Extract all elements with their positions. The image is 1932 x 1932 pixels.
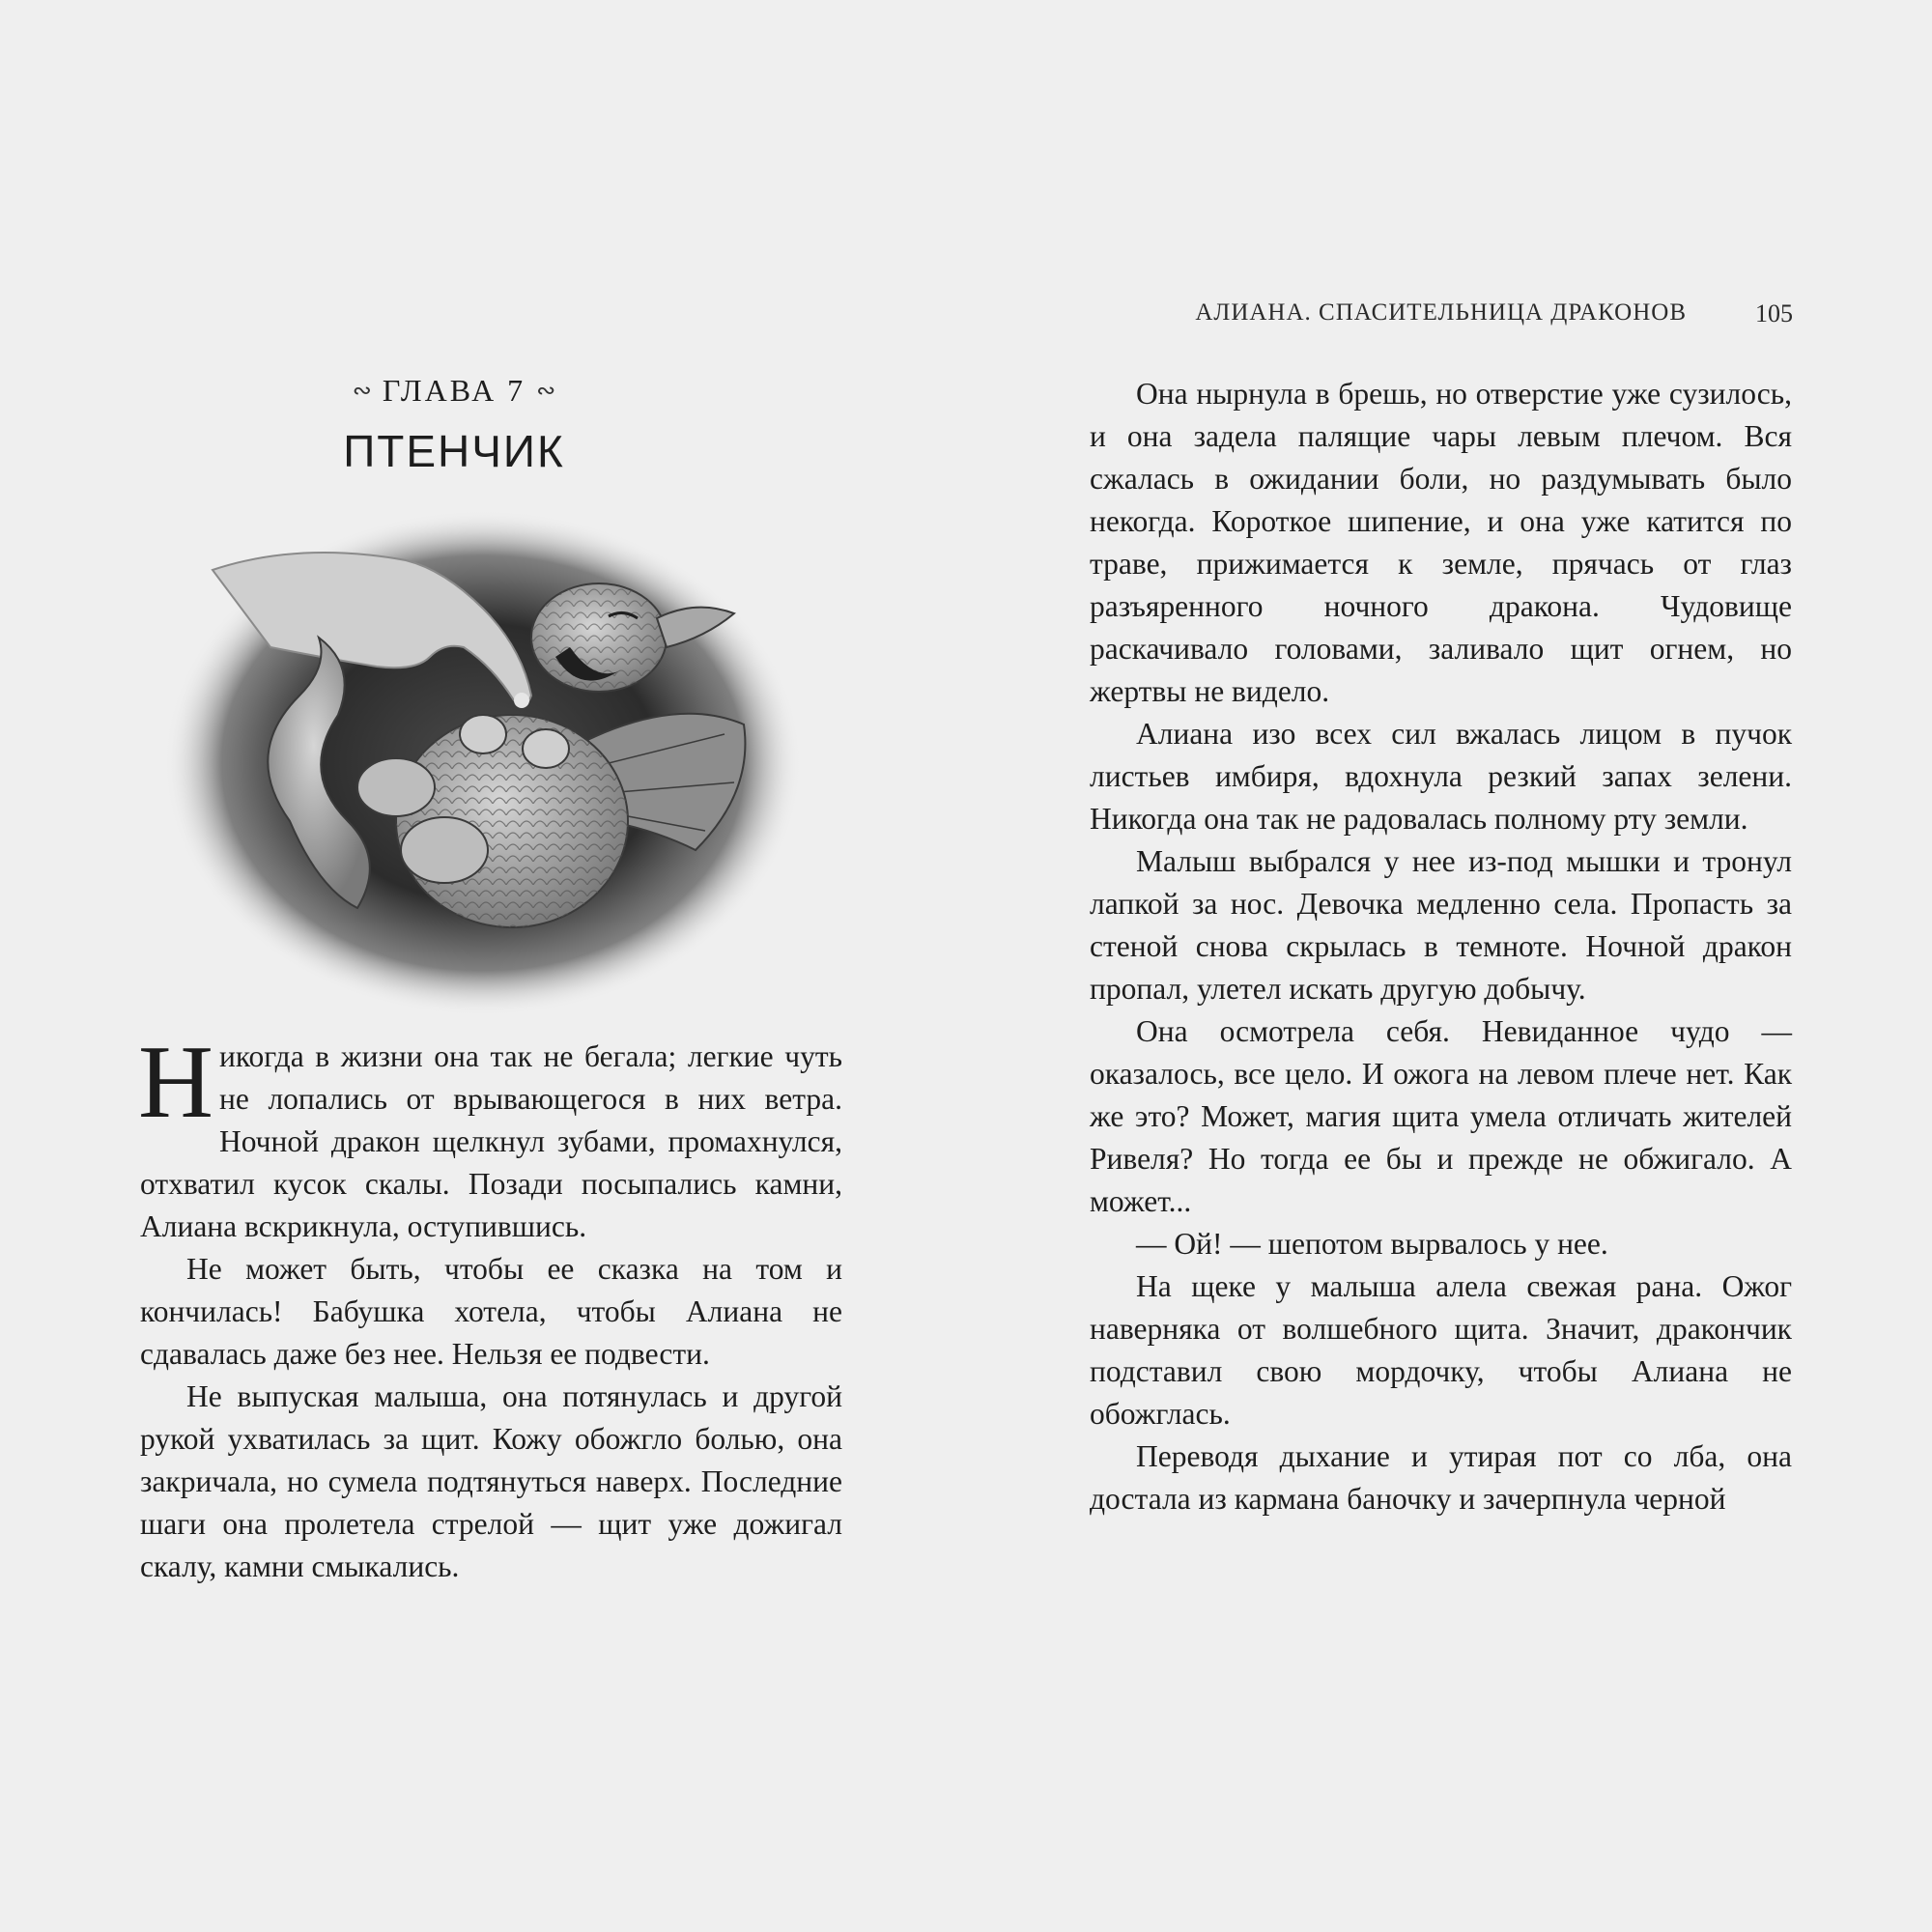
ornament-left-icon: ∾ <box>352 379 372 404</box>
paragraph-text: икогда в жизни она так не бегала; легкие чуть не лопались от врывающегося в них ветра. Ночной дракон щелкнул зубами, промахнулся, отхватил кусок скалы. Позади посыпались камни, Алиана вскрикнула, оступившись. <box>140 1039 842 1243</box>
baby-dragon-illustration-icon <box>155 502 811 1024</box>
running-header <box>1092 299 1793 334</box>
paragraph: Она осмотрела себя. Невиданное чудо — оказалось, все цело. И ожога на левом плече нет. Как же это? Может, магия щита умела отличать жителей Ривеля? Но тогда ее бы и прежде не обжигало. А может... <box>1090 1014 1792 1218</box>
paragraph: Не может быть, чтобы ее сказка на том и кончилась! Бабушка хотела, чтобы Алиана не сдавалась даже без нее. Нельзя ее подвести. <box>140 1252 842 1371</box>
paragraph: — Ой! — шепотом вырвалось у нее. <box>1136 1227 1608 1261</box>
ornament-right-icon: ∾ <box>536 379 556 404</box>
chapter-title: ПТЕНЧИК <box>343 426 565 476</box>
page-number: 105 <box>1755 299 1793 327</box>
paragraph: Малыш выбрался у нее из-под мышки и тронул лапкой за нос. Девочка медленно села. Пропасть за стеной снова скрылась в темноте. Ночной дракон пропал, улетел искать другую добычу. <box>1090 844 1792 1006</box>
chapter-label <box>290 373 618 409</box>
paragraph <box>138 1025 842 1248</box>
paragraph: На щеке у малыша алела свежая рана. Ожог наверняка от волшебного щита. Значит, дракончик подставил свою мордочку, чтобы Алиана не обожглась. <box>1090 1269 1792 1431</box>
chapter-number: ГЛАВА 7 <box>382 373 526 408</box>
paragraph: Не выпуская малыша, она потянулась и другой рукой ухватилась за щит. Кожу обожгло болью, она закричала, но сумела подтянуться наверх. Последние шаги она пролетела стрелой — щит уже дожигал скалу, камни смыкались. <box>140 1379 842 1583</box>
paragraph: Алиана изо всех сил вжалась лицом в пучок листьев имбиря, вдохнула резкий запах зелени. Никогда она так не радовалась полному рту земли. <box>1090 717 1792 836</box>
paragraph: Переводя дыхание и утирая пот со лба, она достала из кармана баночку и зачерпнула черной <box>1090 1439 1792 1516</box>
running-title: АЛИАНА. СПАСИТЕЛЬНИЦА ДРАКОНОВ <box>1195 299 1687 326</box>
paragraph: Она нырнула в брешь, но отверстие уже сузилось, и она задела палящие чары левым плечом. Вся сжалась в ожидании боли, но раздумывать было некогда. Короткое шипение, и она уже катится по траве, прижимается к земле, прячась от глаз разъяренного ночного дракона. Чудовище раскачивало головами, заливало щит огнем, но жертвы не видело. <box>1090 377 1792 708</box>
right-page-text <box>1090 373 1792 1520</box>
left-page-text <box>138 1025 842 1588</box>
drop-cap: Н <box>138 1025 213 1140</box>
